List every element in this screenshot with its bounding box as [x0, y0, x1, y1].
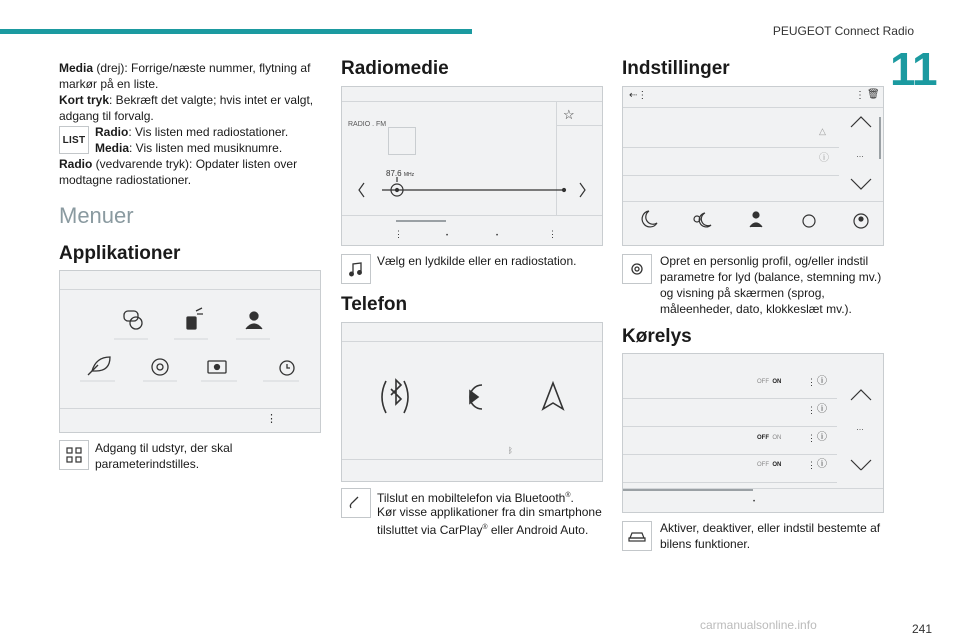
dot-icon: • [446, 233, 449, 239]
gear-icon [622, 254, 652, 284]
applications-screen [59, 270, 321, 433]
radio-screen [341, 86, 603, 246]
phone-app-icon [187, 308, 203, 329]
phone-caption-line1: Tilslut en mobiltelefon via Bluetooth®. [377, 491, 574, 505]
gear-icon [803, 215, 815, 227]
app-icons [60, 271, 320, 431]
frequency-readout: 87.6 MHz [386, 169, 415, 178]
favorite-star-icon[interactable]: ☆ [563, 107, 575, 122]
bluetooth-icon [382, 380, 408, 413]
warning-icon: △ [819, 126, 826, 136]
more-menu-icon[interactable]: ⋮ [807, 405, 816, 415]
driving-functions-screen [622, 353, 884, 513]
settings-screen [622, 86, 884, 246]
info-icon[interactable]: ⓘ [817, 404, 827, 415]
info-icon: ⓘ [819, 153, 829, 164]
scroll-down-icon [851, 460, 871, 470]
more-menu-icon[interactable]: ⋮ [855, 90, 865, 101]
more-dots-icon: … [856, 150, 864, 159]
driving-caption: Aktiver, deaktiver, eller indstil bestemte af bilens funktioner. [660, 521, 881, 551]
more-menu-icon[interactable]: ⋮ [266, 413, 277, 425]
android-auto-icon [543, 383, 563, 409]
more-menu-icon[interactable]: ⋮ [807, 433, 816, 443]
eco-icon [88, 357, 110, 375]
apps-grid-icon [59, 440, 89, 470]
radio-list-text: Radio: Vis listen med radiostationer. [95, 125, 289, 139]
more-dots-icon: … [856, 423, 864, 432]
radio-caption: Vælg en lydkilde eller en radiostation. [377, 254, 577, 268]
section-title-menuer: Menuer [59, 203, 134, 228]
profile-settings-icon [750, 212, 762, 227]
list-button-icon: LIST [59, 126, 89, 154]
photo-icon [208, 361, 226, 373]
bluetooth-small-icon: ᛒ [508, 446, 513, 455]
info-icon[interactable]: ⓘ [817, 432, 827, 443]
watermark: carmanualsonline.info [700, 618, 817, 632]
radio-band-label: RADIO . FM [348, 121, 387, 128]
frequency-slider[interactable] [342, 175, 602, 215]
privacy-icon [854, 214, 868, 228]
heading-applikationer: Applikationer [59, 243, 181, 264]
info-icon[interactable]: ⓘ [817, 459, 827, 470]
trash-icon[interactable]: 🗑 [867, 89, 880, 100]
scroll-indicator [396, 220, 446, 222]
profile-icon [246, 312, 262, 329]
station-artwork [388, 127, 416, 155]
scroll-up-icon [851, 117, 871, 127]
more-menu-icon[interactable]: ⋮ [548, 229, 557, 239]
more-menu-icon[interactable]: ⋮ [807, 460, 816, 470]
driving-icon [152, 359, 168, 375]
more-menu-icon[interactable]: ⋮ [807, 377, 816, 387]
back-arrow-icon[interactable]: ⇠⋮ [629, 90, 648, 101]
heading-korelys: Kørelys [622, 326, 692, 347]
carplay-icon [470, 385, 482, 409]
phone-caption-line2: Kør visse applikationer fra din smartphone tilsluttet via CarPlay® eller Android Auto. [377, 505, 602, 537]
phone-screen [341, 322, 603, 482]
header-accent-bar [0, 29, 472, 34]
radio-long-press-text: Radio (vedvarende tryk): Opdater listen over modtagne radiostationer. [59, 157, 298, 187]
running-header: PEUGEOT Connect Radio [772, 24, 914, 38]
heading-telefon: Telefon [341, 294, 408, 315]
prev-station-icon [359, 183, 364, 197]
more-menu-icon[interactable]: ⋮ [394, 229, 403, 239]
settings-category-icons [623, 203, 883, 243]
scroll-down-icon [851, 179, 871, 189]
chapter-number: 11 [890, 43, 937, 95]
scroll-up-icon [851, 390, 871, 400]
phone-icons [342, 363, 602, 443]
messages-icon [124, 311, 142, 329]
phone-handset-icon [341, 488, 371, 518]
clock-settings-icon [280, 361, 294, 375]
media-rotate-text: Media (drej): Forrige/næste nummer, flytning af markør på en liste. [59, 61, 311, 91]
day-night-icon [694, 213, 711, 227]
toggle-row-3[interactable]: OFF ON [757, 435, 782, 441]
scroll-indicator [623, 489, 753, 491]
page-number: 241 [912, 622, 933, 636]
next-station-icon [580, 183, 585, 197]
media-list-text: Media: Vis listen med musiknumre. [95, 141, 283, 155]
toggle-row-1[interactable]: OFF ON [757, 379, 782, 385]
heading-radiomedie: Radiomedie [341, 58, 449, 79]
heading-indstillinger: Indstillinger [622, 58, 730, 79]
night-mode-icon [642, 211, 657, 227]
music-note-icon [341, 254, 371, 284]
dot-icon: • [496, 233, 499, 239]
car-icon [622, 521, 652, 551]
toggle-row-4[interactable]: OFF ON [757, 462, 782, 468]
info-icon[interactable]: ⓘ [817, 376, 827, 387]
settings-caption: Opret en personlig profil, og/eller indstil parametre for lyd (balance, stemning mv.) og visning på skærmen (sprog, måleenheder, dato, klokkeslæt mv.). [660, 254, 882, 316]
short-press-text: Kort tryk: Bekræft det valgte; hvis intet er valgt, adgang til forvalg. [59, 93, 314, 123]
dot-icon: • [753, 499, 756, 505]
applications-caption: Adgang til udstyr, der skal parameterindstilles. [95, 441, 233, 471]
